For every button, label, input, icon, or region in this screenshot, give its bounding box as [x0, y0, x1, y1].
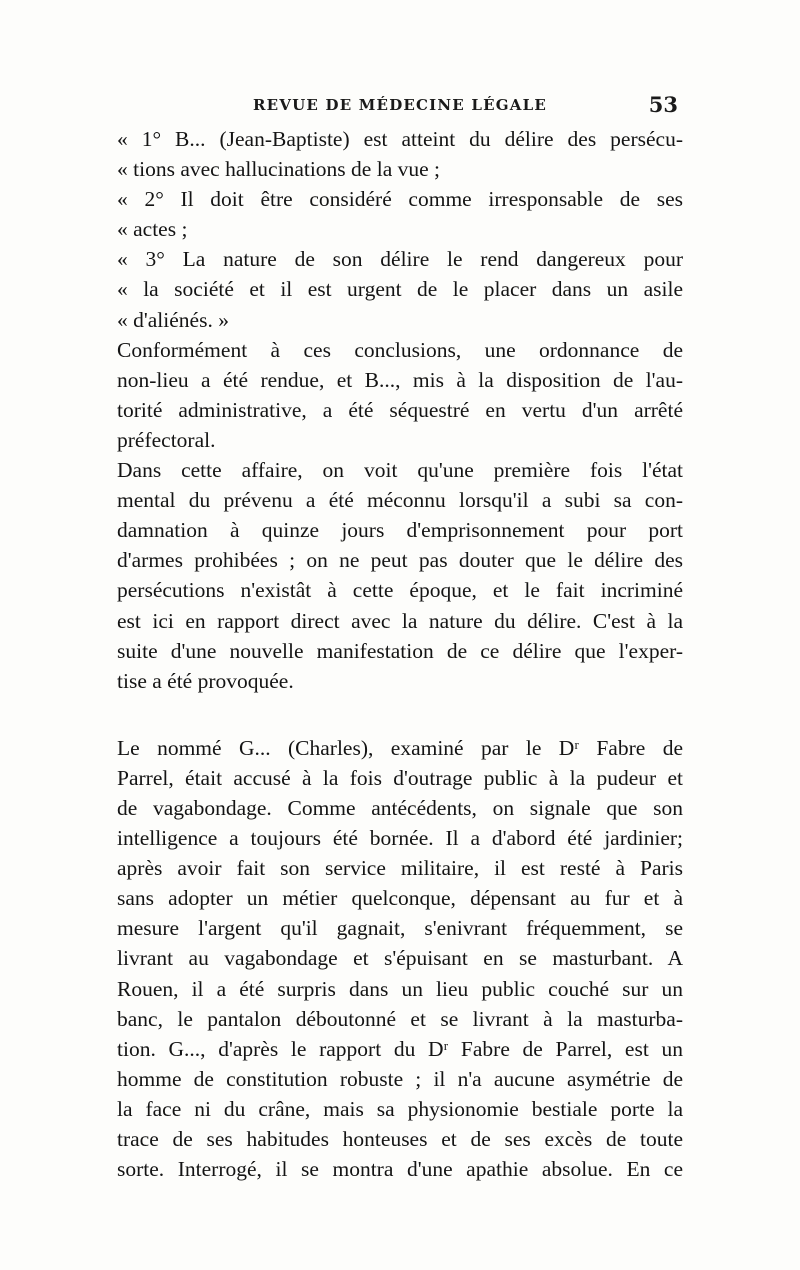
text-line: « actes ;: [117, 217, 188, 242]
text-line: préfectoral.: [117, 427, 216, 452]
text-line: après avoir fait son service militaire, il est resté à Paris: [117, 856, 683, 881]
text-line: est ici en rapport direct avec la nature du délire. C'est à la: [117, 608, 683, 633]
text-line: d'armes prohibées ; on ne peut pas douter que le délire des: [117, 548, 683, 573]
paragraph-conclusions: [117, 124, 683, 335]
text-line: « 1° B... (Jean-Baptiste) est atteint du délire des persécu-: [117, 127, 683, 151]
text-line: livrant au vagabondage et s'épuisant en se masturbant. A: [117, 946, 683, 971]
text-line: Parrel, était accusé à la fois d'outrage public à la pudeur et: [117, 765, 683, 790]
text-line: Dans cette affaire, on voit qu'une première fois l'état: [117, 458, 683, 483]
page-number: 53: [648, 92, 678, 117]
text-line: intelligence a toujours été bornée. Il a d'abord été jardinier;: [117, 826, 683, 851]
text-line: tion. G..., d'après le rapport du Dʳ Fabre de Parrel, est un: [117, 1036, 683, 1061]
paragraph-affaire: [117, 455, 683, 696]
text-line: mental du prévenu a été méconnu lorsqu'il a subi sa con-: [117, 488, 683, 513]
text-line: sans adopter un métier quelconque, dépensant au fur et à: [117, 886, 683, 911]
text-line: homme de constitution robuste ; il n'a aucune asymétrie de: [117, 1066, 683, 1091]
text-line: Conformément à ces conclusions, une ordonnance de: [117, 337, 683, 362]
text-line: la face ni du crâne, mais sa physionomie bestiale porte la: [117, 1096, 683, 1121]
text-line: banc, le pantalon déboutonné et se livrant à la masturba-: [117, 1006, 683, 1031]
text-line: non-lieu a été rendue, et B..., mis à la disposition de l'au-: [117, 367, 683, 392]
text-line: mesure l'argent qu'il gagnait, s'enivrant fréquemment, se: [117, 916, 683, 941]
text-line: Rouen, il a été surpris dans un lieu public couché sur un: [117, 976, 683, 1001]
text-line: « tions avec hallucinations de la vue ;: [117, 157, 441, 182]
paragraph-case-g: [117, 733, 683, 1184]
text-line: Le nommé G... (Charles), examiné par le Dʳ Fabre de: [117, 735, 683, 760]
page-header: [120, 92, 680, 118]
text-line: damnation à quinze jours d'emprisonnement pour port: [117, 518, 683, 543]
text-line: « d'aliénés. »: [117, 307, 229, 332]
section-gap: [117, 696, 683, 733]
running-title: REVUE DE MÉDECINE LÉGALE: [253, 96, 547, 114]
text-line: sorte. Interrogé, il se montra d'une apathie absolue. En ce: [117, 1157, 683, 1182]
text-line: tise a été provoquée.: [117, 668, 294, 693]
text-line: persécutions n'existât à cette époque, et le fait incriminé: [117, 578, 683, 603]
text-line: de vagabondage. Comme antécédents, on signale que son: [117, 795, 683, 820]
text-line: « 3° La nature de son délire le rend dangereux pour: [117, 247, 683, 272]
text-line: suite d'une nouvelle manifestation de ce délire que l'exper-: [117, 638, 683, 663]
text-line: « la société et il est urgent de le placer dans un asile: [117, 277, 683, 302]
text-line: torité administrative, a été séquestré en vertu d'un arrêté: [117, 397, 683, 422]
text-line: « 2° Il doit être considéré comme irresponsable de ses: [117, 187, 683, 212]
text-line: trace de ses habitudes honteuses et de ses excès de toute: [117, 1127, 683, 1151]
page-body: [117, 124, 683, 1184]
paragraph-ordonnance: [117, 335, 683, 455]
